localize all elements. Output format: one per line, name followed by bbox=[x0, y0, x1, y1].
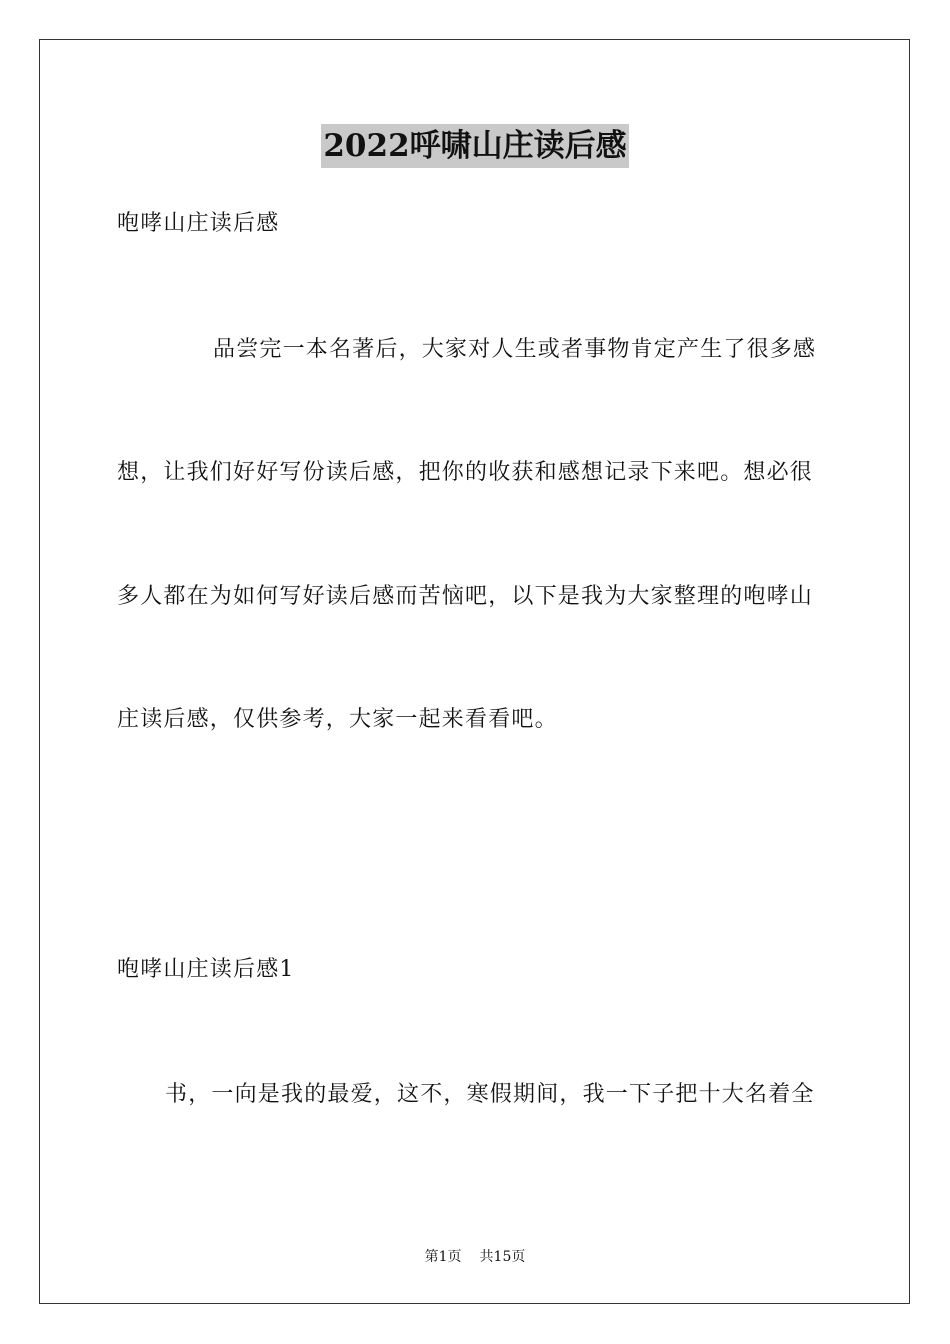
intro-paragraph-line: 多人都在为如何写好读后感而苦恼吧，以下是我为大家整理的咆哮山 bbox=[117, 584, 814, 609]
intro-paragraph-line: 想，让我们好好写份读后感，把你的收获和感想记录下来吧。想必很 bbox=[117, 460, 814, 485]
document-subtitle: 咆哮山庄读后感 bbox=[117, 211, 280, 236]
page-total: 共15页 bbox=[479, 1249, 526, 1265]
document-title: 2022呼啸山庄读后感 bbox=[321, 124, 628, 168]
title-container bbox=[0, 124, 950, 168]
page-number: 第1页 bbox=[424, 1249, 462, 1265]
section-heading: 咆哮山庄读后感1 bbox=[117, 957, 295, 982]
section-paragraph-line: 书，一向是我的最爱，这不，寒假期间，我一下子把十大名着全 bbox=[165, 1082, 815, 1107]
page-footer bbox=[0, 1247, 950, 1267]
intro-paragraph-line: 庄读后感，仅供参考，大家一起来看看吧。 bbox=[117, 707, 558, 732]
intro-paragraph-line: 品尝完一本名著后，大家对人生或者事物肯定产生了很多感 bbox=[213, 337, 817, 362]
